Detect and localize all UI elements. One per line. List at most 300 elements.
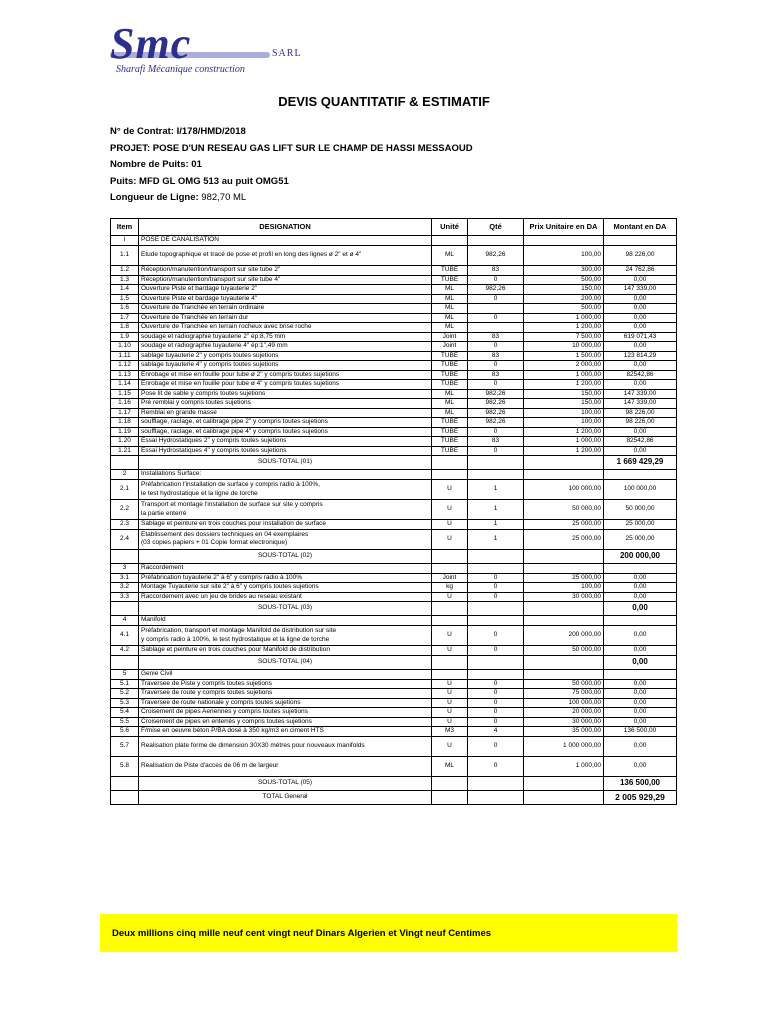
unit-cell: U bbox=[432, 592, 468, 602]
unit-price-cell: 300,00 bbox=[524, 266, 604, 276]
unit-price-cell: 100,00 bbox=[524, 246, 604, 266]
designation-cell: POSE DE CANALISATION bbox=[139, 236, 432, 246]
table-row bbox=[111, 399, 677, 409]
unit-cell: U bbox=[432, 500, 468, 520]
quantity-cell: 1 bbox=[468, 520, 524, 530]
subtotal-row bbox=[111, 456, 677, 470]
empty-cell bbox=[111, 790, 139, 804]
unit-cell: Joint bbox=[432, 573, 468, 583]
item-cell: I bbox=[111, 236, 139, 246]
empty-cell bbox=[432, 790, 468, 804]
table-row bbox=[111, 351, 677, 361]
table-row bbox=[111, 727, 677, 737]
unit-price-cell: 7 500,00 bbox=[524, 332, 604, 342]
quantity-cell: 0 bbox=[468, 679, 524, 689]
unit-price-cell: 500,00 bbox=[524, 304, 604, 314]
item-cell: 1.1 bbox=[111, 246, 139, 266]
wells: Puits: MFD GL OMG 513 au puit OMG51 bbox=[110, 175, 289, 187]
designation-cell: Etude topographique et tracé de pose et profil en long des lignes ø 2" et ø 4" bbox=[139, 246, 432, 266]
item-cell: 5.8 bbox=[111, 756, 139, 776]
quantity-cell: 982,26 bbox=[468, 408, 524, 418]
unit-cell: ML bbox=[432, 389, 468, 399]
table-row bbox=[111, 717, 677, 727]
quantity-cell: 0 bbox=[468, 313, 524, 323]
designation-cell: Installations Surface: bbox=[139, 470, 432, 480]
amount-cell: 0,00 bbox=[604, 626, 677, 646]
amount-in-words-banner bbox=[100, 914, 677, 952]
item-cell: 3.2 bbox=[111, 583, 139, 593]
amount-cell: 82542,86 bbox=[604, 437, 677, 447]
unit-price-cell: 1 200,00 bbox=[524, 380, 604, 390]
subtotal-row bbox=[111, 602, 677, 616]
empty-cell bbox=[432, 616, 468, 626]
amount-cell: 0,00 bbox=[604, 573, 677, 583]
table-row bbox=[111, 266, 677, 276]
header-montant: Montant en DA bbox=[604, 219, 677, 236]
empty-cell bbox=[432, 602, 468, 616]
item-cell: 2 bbox=[111, 470, 139, 480]
item-cell: 5.5 bbox=[111, 717, 139, 727]
amount-cell: 0,00 bbox=[604, 313, 677, 323]
unit-cell: Joint bbox=[432, 332, 468, 342]
line-length bbox=[110, 190, 473, 207]
table-row bbox=[111, 294, 677, 304]
empty-cell bbox=[432, 669, 468, 679]
designation-cell: Ouverture de Tranchée en terrain rocheux avec brise roche bbox=[139, 323, 432, 333]
table-row bbox=[111, 583, 677, 593]
table-row bbox=[111, 304, 677, 314]
unit-cell: ML bbox=[432, 399, 468, 409]
table-row bbox=[111, 480, 677, 500]
unit-cell: U bbox=[432, 698, 468, 708]
unit-price-cell: 25 000,00 bbox=[524, 529, 604, 549]
unit-cell: kg bbox=[432, 583, 468, 593]
item-cell: 5.3 bbox=[111, 698, 139, 708]
unit-price-cell: 100,00 bbox=[524, 418, 604, 428]
header-unite: Unité bbox=[432, 219, 468, 236]
quantity-cell: 0 bbox=[468, 380, 524, 390]
amount-cell: 619 071,43 bbox=[604, 332, 677, 342]
unit-cell: TUBE bbox=[432, 418, 468, 428]
empty-cell bbox=[468, 236, 524, 246]
amount-cell: 0,00 bbox=[604, 294, 677, 304]
table-row bbox=[111, 689, 677, 699]
empty-cell bbox=[432, 470, 468, 480]
empty-cell bbox=[524, 602, 604, 616]
empty-cell bbox=[468, 655, 524, 669]
quantity-cell: 982,26 bbox=[468, 285, 524, 295]
unit-cell: TUBE bbox=[432, 266, 468, 276]
grand-total-amount: 2 005 929,29 bbox=[604, 790, 677, 804]
empty-cell bbox=[604, 616, 677, 626]
unit-price-cell: 1 200,00 bbox=[524, 323, 604, 333]
table-row bbox=[111, 573, 677, 583]
quantity-cell: 0 bbox=[468, 342, 524, 352]
table-row bbox=[111, 370, 677, 380]
designation-cell: Essai Hydrostatiques 2" y compris toutes sujetions bbox=[139, 437, 432, 447]
designation-cell: Réception/manutention/transport sur site tube 4" bbox=[139, 275, 432, 285]
empty-cell bbox=[111, 602, 139, 616]
quantity-cell bbox=[468, 304, 524, 314]
unit-price-cell: 1 000 000,00 bbox=[524, 736, 604, 756]
amount-cell: 50 000,00 bbox=[604, 500, 677, 520]
quantity-cell: 0 bbox=[468, 756, 524, 776]
quantity-cell: 0 bbox=[468, 708, 524, 718]
table-row bbox=[111, 285, 677, 295]
table-row bbox=[111, 646, 677, 656]
item-cell: 2.3 bbox=[111, 520, 139, 530]
amount-cell: 0,00 bbox=[604, 275, 677, 285]
amount-cell: 0,00 bbox=[604, 304, 677, 314]
designation-cell: soufflage, raclage, et calibrage pipe 2" y compris toutes sujetions bbox=[139, 418, 432, 428]
contract-info bbox=[110, 124, 473, 207]
amount-cell: 82542,86 bbox=[604, 370, 677, 380]
amount-cell: 100 000,00 bbox=[604, 480, 677, 500]
unit-price-cell: 30 000,00 bbox=[524, 717, 604, 727]
unit-price-cell: 50 000,00 bbox=[524, 646, 604, 656]
designation-cell: Ouverture Piste et bardage tuyauterie 2" bbox=[139, 285, 432, 295]
designation-cell: Traversee de route nationale y compris toutes sujetions bbox=[139, 698, 432, 708]
unit-price-cell: 75 000,00 bbox=[524, 689, 604, 699]
section-row bbox=[111, 470, 677, 480]
unit-cell: U bbox=[432, 689, 468, 699]
empty-cell bbox=[468, 776, 524, 790]
unit-price-cell: 150,00 bbox=[524, 389, 604, 399]
designation-cell: Réception/manutention/transport sur site tube 2" bbox=[139, 266, 432, 276]
item-cell: 1.18 bbox=[111, 418, 139, 428]
unit-cell: ML bbox=[432, 246, 468, 266]
designation-cell: Raccordement avec un jeu de brides au reseau existant bbox=[139, 592, 432, 602]
designation-cell: Traversee de route y compris toutes sujetions bbox=[139, 689, 432, 699]
designation-cell: Enrobage et mise en fouille pour tube ø 4" y compris toutes sujetions bbox=[139, 380, 432, 390]
unit-cell: U bbox=[432, 736, 468, 756]
subtotal-row bbox=[111, 776, 677, 790]
designation-cell: Sablage et peinture en trois couches pour Manifold de distribution bbox=[139, 646, 432, 656]
amount-cell: 25 000,00 bbox=[604, 520, 677, 530]
unit-cell: ML bbox=[432, 756, 468, 776]
item-cell: 1.16 bbox=[111, 399, 139, 409]
quantity-cell: 0 bbox=[468, 583, 524, 593]
quote-table bbox=[110, 218, 677, 805]
quantity-cell: 83 bbox=[468, 266, 524, 276]
item-cell: 1.21 bbox=[111, 446, 139, 456]
empty-cell bbox=[524, 563, 604, 573]
designation-cell: Croisement de pipes Aeriennes y compris toutes sujetions bbox=[139, 708, 432, 718]
empty-cell bbox=[111, 655, 139, 669]
designation-cell: soufflage, raclage, et calibrage pipe 4" y compris toutes sujetions bbox=[139, 427, 432, 437]
logo-subtitle: Sharafi Mécanique construction bbox=[116, 64, 245, 75]
header-qte: Qté bbox=[468, 219, 524, 236]
subtotal-label: SOUS-TOTAL (04) bbox=[139, 655, 432, 669]
item-cell: 5.4 bbox=[111, 708, 139, 718]
item-cell: 2.1 bbox=[111, 480, 139, 500]
empty-cell bbox=[524, 655, 604, 669]
amount-cell: 98 226,00 bbox=[604, 246, 677, 266]
quantity-cell: 0 bbox=[468, 275, 524, 285]
empty-cell bbox=[524, 776, 604, 790]
unit-cell: Joint bbox=[432, 342, 468, 352]
section-row bbox=[111, 669, 677, 679]
amount-cell: 0,00 bbox=[604, 698, 677, 708]
empty-cell bbox=[111, 456, 139, 470]
table-row bbox=[111, 520, 677, 530]
unit-price-cell: 1 000,00 bbox=[524, 437, 604, 447]
designation-cell: Croisement de pipes en enterrés y compris toutes sujetions bbox=[139, 717, 432, 727]
designation-cell: Essai Hydrostatiques 4" y compris toutes sujetions bbox=[139, 446, 432, 456]
line-length-label: Longueur de Ligne: bbox=[110, 192, 199, 203]
table-row bbox=[111, 708, 677, 718]
unit-price-cell: 30 000,00 bbox=[524, 592, 604, 602]
unit-price-cell: 150,00 bbox=[524, 399, 604, 409]
amount-cell: 0,00 bbox=[604, 342, 677, 352]
designation-cell: soudage et radiographie tuyauterie 4" ép:1",49 mm bbox=[139, 342, 432, 352]
quantity-cell: 83 bbox=[468, 437, 524, 447]
quantity-cell: 0 bbox=[468, 626, 524, 646]
table-row bbox=[111, 698, 677, 708]
item-cell: 1.14 bbox=[111, 380, 139, 390]
document-title: DEVIS QUANTITATIF & ESTIMATIF bbox=[278, 94, 490, 109]
empty-cell bbox=[524, 456, 604, 470]
unit-cell: U bbox=[432, 679, 468, 689]
designation-cell: Realisation plate forme de dimension 30X30 métres pour nouveaux manifolds bbox=[139, 736, 432, 756]
logo-sarl: SARL bbox=[272, 48, 302, 59]
subtotal-label: SOUS-TOTAL (01) bbox=[139, 456, 432, 470]
unit-price-cell: 500,00 bbox=[524, 275, 604, 285]
empty-cell bbox=[604, 563, 677, 573]
amount-cell: 123 814,29 bbox=[604, 351, 677, 361]
section-row bbox=[111, 236, 677, 246]
quantity-cell: 4 bbox=[468, 727, 524, 737]
empty-cell bbox=[468, 669, 524, 679]
designation-cell: soudage et radiographie tuyauterie 2" ép:8,75 mm bbox=[139, 332, 432, 342]
unit-cell: TUBE bbox=[432, 361, 468, 371]
designation-cell: Préfabrication l'installation de surface y compris radio à 100%, le test hydrostatique et la ligne de torche bbox=[139, 480, 432, 500]
unit-price-cell: 1 000,00 bbox=[524, 756, 604, 776]
subtotal-amount: 0,00 bbox=[604, 655, 677, 669]
table-row bbox=[111, 313, 677, 323]
item-cell: 4 bbox=[111, 616, 139, 626]
contract-number: N° de Contrat: I/178/HMD/2018 bbox=[110, 126, 246, 137]
designation-cell: F/mise en oeuvre béton P/BA dosé à 350 kg/m3 en ciment HTS bbox=[139, 727, 432, 737]
table-row bbox=[111, 437, 677, 447]
unit-cell: TUBE bbox=[432, 446, 468, 456]
subtotal-label: SOUS-TOTAL (02) bbox=[139, 549, 432, 563]
item-cell: 1.20 bbox=[111, 437, 139, 447]
unit-price-cell: 25 000,00 bbox=[524, 520, 604, 530]
item-cell: 5 bbox=[111, 669, 139, 679]
unit-cell: U bbox=[432, 529, 468, 549]
empty-cell bbox=[524, 549, 604, 563]
amount-cell: 0,00 bbox=[604, 380, 677, 390]
quantity-cell bbox=[468, 323, 524, 333]
empty-cell bbox=[468, 602, 524, 616]
designation-cell: Enrobage et mise en fouille pour tube ø 2" y compris toutes sujetions bbox=[139, 370, 432, 380]
amount-cell: 25 000,00 bbox=[604, 529, 677, 549]
unit-price-cell: 1 200,00 bbox=[524, 427, 604, 437]
unit-price-cell: 1 200,00 bbox=[524, 446, 604, 456]
empty-cell bbox=[604, 669, 677, 679]
quantity-cell: 83 bbox=[468, 370, 524, 380]
unit-price-cell: 200 000,00 bbox=[524, 626, 604, 646]
amount-cell: 0,00 bbox=[604, 583, 677, 593]
table-body bbox=[111, 236, 677, 805]
item-cell: 1.9 bbox=[111, 332, 139, 342]
empty-cell bbox=[524, 616, 604, 626]
unit-cell: U bbox=[432, 717, 468, 727]
unit-price-cell: 50 000,00 bbox=[524, 679, 604, 689]
item-cell: 2.4 bbox=[111, 529, 139, 549]
designation-cell: Ouverture de Tranchée en terrain ordinaire bbox=[139, 304, 432, 314]
table-row bbox=[111, 246, 677, 266]
empty-cell bbox=[524, 790, 604, 804]
item-cell: 4.1 bbox=[111, 626, 139, 646]
item-cell: 3.3 bbox=[111, 592, 139, 602]
item-cell: 1.3 bbox=[111, 275, 139, 285]
header-designation: DESIGNATION bbox=[139, 219, 432, 236]
amount-cell: 98 226,00 bbox=[604, 418, 677, 428]
unit-cell: U bbox=[432, 626, 468, 646]
table-row bbox=[111, 756, 677, 776]
designation-cell: Genie Civil bbox=[139, 669, 432, 679]
quantity-cell: 0 bbox=[468, 646, 524, 656]
unit-price-cell: 50 000,00 bbox=[524, 500, 604, 520]
quantity-cell: 0 bbox=[468, 446, 524, 456]
designation-cell: Sablage et peinture en trois couches pour installation de surface bbox=[139, 520, 432, 530]
amount-cell: 0,00 bbox=[604, 361, 677, 371]
designation-cell: Raccordement bbox=[139, 563, 432, 573]
amount-cell: 24 762,86 bbox=[604, 266, 677, 276]
subtotal-amount: 1 669 429,29 bbox=[604, 456, 677, 470]
unit-cell: TUBE bbox=[432, 370, 468, 380]
quantity-cell: 0 bbox=[468, 592, 524, 602]
subtotal-row bbox=[111, 655, 677, 669]
amount-cell: 147 339,00 bbox=[604, 399, 677, 409]
unit-cell: ML bbox=[432, 304, 468, 314]
quantity-cell: 0 bbox=[468, 689, 524, 699]
item-cell: 1.11 bbox=[111, 351, 139, 361]
amount-in-words: Deux millions cinq mille neuf cent vingt neuf Dinars Algerien et Vingt neuf Centimes bbox=[112, 928, 492, 939]
quantity-cell: 0 bbox=[468, 698, 524, 708]
designation-cell: Traversee de Piste y compris toutes sujetions bbox=[139, 679, 432, 689]
empty-cell bbox=[432, 655, 468, 669]
amount-cell: 0,00 bbox=[604, 679, 677, 689]
subtotal-amount: 136 500,00 bbox=[604, 776, 677, 790]
amount-cell: 98 226,00 bbox=[604, 408, 677, 418]
company-logo bbox=[110, 18, 320, 78]
empty-cell bbox=[604, 470, 677, 480]
subtotal-label: SOUS-TOTAL (03) bbox=[139, 602, 432, 616]
empty-cell bbox=[468, 456, 524, 470]
empty-cell bbox=[432, 236, 468, 246]
unit-price-cell: 150,00 bbox=[524, 285, 604, 295]
grand-total-row bbox=[111, 790, 677, 804]
item-cell: 1.12 bbox=[111, 361, 139, 371]
table-row bbox=[111, 529, 677, 549]
quantity-cell: 0 bbox=[468, 736, 524, 756]
unit-cell: TUBE bbox=[432, 275, 468, 285]
quantity-cell: 1 bbox=[468, 529, 524, 549]
item-cell: 1.4 bbox=[111, 285, 139, 295]
empty-cell bbox=[524, 470, 604, 480]
unit-cell: TUBE bbox=[432, 427, 468, 437]
unit-price-cell: 20 000,00 bbox=[524, 708, 604, 718]
amount-cell: 0,00 bbox=[604, 592, 677, 602]
section-row bbox=[111, 616, 677, 626]
table-row bbox=[111, 380, 677, 390]
empty-cell bbox=[468, 470, 524, 480]
item-cell: 5.1 bbox=[111, 679, 139, 689]
subtotal-amount: 200 000,00 bbox=[604, 549, 677, 563]
empty-cell bbox=[468, 549, 524, 563]
quantity-cell: 982,26 bbox=[468, 246, 524, 266]
empty-cell bbox=[432, 549, 468, 563]
quantity-cell: 982,26 bbox=[468, 418, 524, 428]
unit-cell: ML bbox=[432, 294, 468, 304]
unit-cell: ML bbox=[432, 408, 468, 418]
item-cell: 2.2 bbox=[111, 500, 139, 520]
table-row bbox=[111, 679, 677, 689]
project-name: PROJET: POSE D'UN RESEAU GAS LIFT SUR LE CHAMP DE HASSI MESSAOUD bbox=[110, 142, 473, 154]
table-row bbox=[111, 500, 677, 520]
amount-cell: 136 500,00 bbox=[604, 727, 677, 737]
unit-price-cell: 1 500,00 bbox=[524, 351, 604, 361]
item-cell: 5.2 bbox=[111, 689, 139, 699]
unit-cell: U bbox=[432, 646, 468, 656]
empty-cell bbox=[432, 563, 468, 573]
item-cell: 1.6 bbox=[111, 304, 139, 314]
unit-price-cell: 100,00 bbox=[524, 583, 604, 593]
designation-cell: sablage tuyauterie 2" y compris toutes sujetions bbox=[139, 351, 432, 361]
item-cell: 1.19 bbox=[111, 427, 139, 437]
designation-cell: Etablissement des dossiers techniques en 04 exemplaires (03 copies papiers + 01 Copie format electronique) bbox=[139, 529, 432, 549]
designation-cell: sablage tuyauterie 4" y compris toutes sujetions bbox=[139, 361, 432, 371]
table-row bbox=[111, 427, 677, 437]
section-row bbox=[111, 563, 677, 573]
header-prix: Prix Unitaire en DA bbox=[524, 219, 604, 236]
unit-price-cell: 100 000,00 bbox=[524, 698, 604, 708]
item-cell: 1.15 bbox=[111, 389, 139, 399]
unit-cell: ML bbox=[432, 285, 468, 295]
item-cell: 1.2 bbox=[111, 266, 139, 276]
designation-cell: Manifold bbox=[139, 616, 432, 626]
amount-cell: 0,00 bbox=[604, 736, 677, 756]
unit-price-cell: 100,00 bbox=[524, 408, 604, 418]
table-row bbox=[111, 342, 677, 352]
empty-cell bbox=[524, 669, 604, 679]
amount-cell: 0,00 bbox=[604, 427, 677, 437]
table-row bbox=[111, 446, 677, 456]
unit-cell: U bbox=[432, 520, 468, 530]
wells-count: Nombre de Puits: 01 bbox=[110, 159, 202, 170]
empty-cell bbox=[468, 790, 524, 804]
logo-wordmark: Smc bbox=[110, 19, 192, 68]
item-cell: 3.1 bbox=[111, 573, 139, 583]
designation-cell: Pose lit de sable y compris toutes sujetions bbox=[139, 389, 432, 399]
table-row bbox=[111, 418, 677, 428]
item-cell: 1.17 bbox=[111, 408, 139, 418]
amount-cell: 0,00 bbox=[604, 689, 677, 699]
unit-cell: TUBE bbox=[432, 437, 468, 447]
item-cell: 5.6 bbox=[111, 727, 139, 737]
empty-cell bbox=[524, 236, 604, 246]
unit-price-cell: 1 000,00 bbox=[524, 313, 604, 323]
designation-cell: Préfabrication, transport et montage Manifold de distribution sur site y compris radio à 100%, le test hydrostatique et la ligne de torche bbox=[139, 626, 432, 646]
designation-cell: Ouverture Piste et bardage tuyauterie 4" bbox=[139, 294, 432, 304]
item-cell: 1.8 bbox=[111, 323, 139, 333]
unit-cell: ML bbox=[432, 313, 468, 323]
empty-cell bbox=[468, 616, 524, 626]
unit-cell: TUBE bbox=[432, 351, 468, 361]
